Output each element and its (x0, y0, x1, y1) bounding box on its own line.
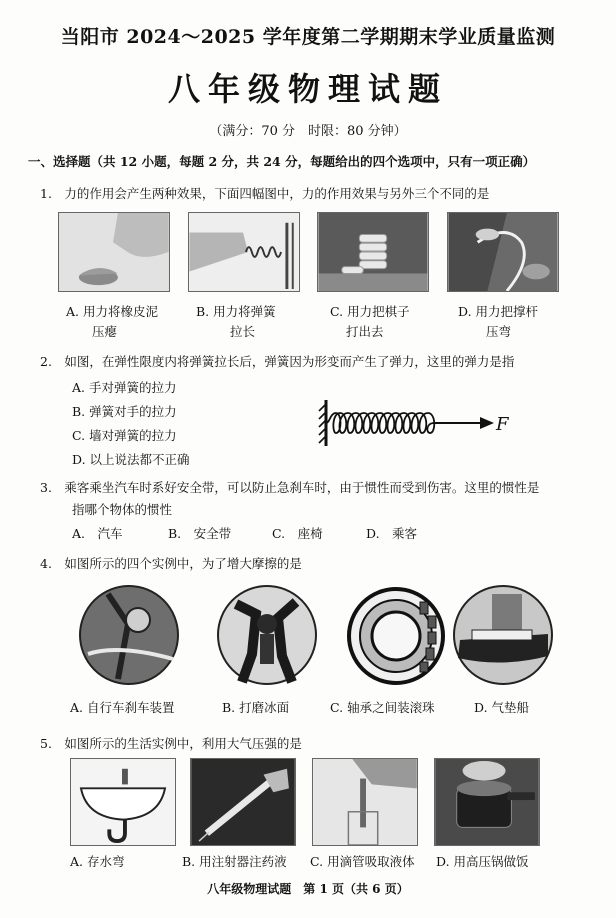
q3-option-c[interactable]: C. 座椅 (272, 526, 323, 541)
q1-option-b-line1: B. 用力将弹簧 (196, 304, 276, 319)
q1-image-b (188, 212, 300, 292)
q3-option-b[interactable]: B. 安全带 (168, 526, 232, 541)
q1-option-b-line2: 拉长 (230, 324, 256, 339)
q3-option-d[interactable]: D. 乘客 (366, 526, 418, 541)
force-label: F (496, 414, 509, 435)
question-4-stem: 4. 如图所示的四个实例中，为了增大摩擦的是 (40, 556, 302, 571)
q3-option-a[interactable]: A. 汽车 (72, 526, 123, 541)
q4-option-b[interactable]: B. 打磨冰面 (222, 700, 290, 715)
q1-image-d (447, 212, 559, 292)
exam-subtitle: （满分：70 分 时限：80 分钟） (209, 124, 407, 139)
q1-option-d-line1: D. 用力把撑杆 (458, 304, 539, 319)
section-heading: 一、选择题（共 12 小题，每题 2 分，共 24 分，每题给出的四个选项中，只有一项正确） (28, 154, 536, 169)
q1-option-c-line1: C. 用力把棋子 (330, 304, 410, 319)
question-2-stem: 2. 如图，在弹性限度内将弹簧拉长后，弹簧因为形变而产生了弹力，这里的弹力是指 (40, 354, 515, 369)
q1-image-c (317, 212, 429, 292)
q2-option-d[interactable]: D. 以上说法都不正确 (72, 452, 190, 467)
q5-option-d[interactable]: D. 用高压锅做饭 (436, 854, 529, 869)
q1-option-c[interactable] (330, 302, 410, 342)
q4-image-a (78, 584, 180, 686)
q1-option-a-line2: 压瘪 (92, 324, 118, 339)
q1-option-c-line2: 打出去 (346, 324, 384, 339)
q5-option-a[interactable]: A. 存水弯 (70, 854, 125, 869)
question-3-stem: 3. 乘客乘坐汽车时系好安全带，可以防止急刹车时，由于惯性而受到伤害。这里的惯性是 (40, 480, 540, 495)
spring-diagram (318, 396, 518, 450)
question-3-stem-cont: 指哪个物体的惯性 (72, 502, 173, 517)
q2-option-b[interactable]: B. 弹簧对手的拉力 (72, 404, 177, 419)
q5-option-b[interactable]: B. 用注射器注药液 (182, 854, 287, 869)
page-footer: 八年级物理试题 第 1 页（共 6 页） (207, 882, 409, 896)
page-title: 八年级物理试题 (167, 70, 448, 108)
q4-option-a[interactable]: A. 自行车刹车装置 (70, 700, 175, 715)
q1-option-b[interactable] (196, 302, 276, 342)
q5-option-c[interactable]: C. 用滴管吸取液体 (310, 854, 415, 869)
q1-option-a[interactable] (66, 302, 158, 342)
q4-image-c (344, 586, 448, 686)
q5-image-c (312, 758, 418, 846)
q5-image-a (70, 758, 176, 846)
question-1-stem: 1. 力的作用会产生两种效果，下面四幅图中，力的作用效果与另外三个不同的是 (40, 186, 490, 201)
q2-option-c[interactable]: C. 墙对弹簧的拉力 (72, 428, 177, 443)
q5-image-b (190, 758, 296, 846)
q4-image-b (216, 584, 318, 686)
q1-option-d[interactable] (458, 302, 538, 342)
q1-option-d-line2: 压弯 (486, 324, 512, 339)
exam-header: 当阳市 2024～2025 学年度第二学期期末学业质量监测 (60, 26, 556, 48)
q2-option-a[interactable]: A. 手对弹簧的拉力 (72, 380, 177, 395)
q4-option-d[interactable]: D. 气垫船 (474, 700, 530, 715)
q1-image-a (58, 212, 170, 292)
q4-image-d (452, 584, 554, 686)
q4-option-c[interactable]: C. 轴承之间装滚珠 (330, 700, 435, 715)
question-5-stem: 5. 如图所示的生活实例中，利用大气压强的是 (40, 736, 302, 751)
q1-option-a-line1: A. 用力将橡皮泥 (66, 304, 158, 319)
q5-image-d (434, 758, 540, 846)
